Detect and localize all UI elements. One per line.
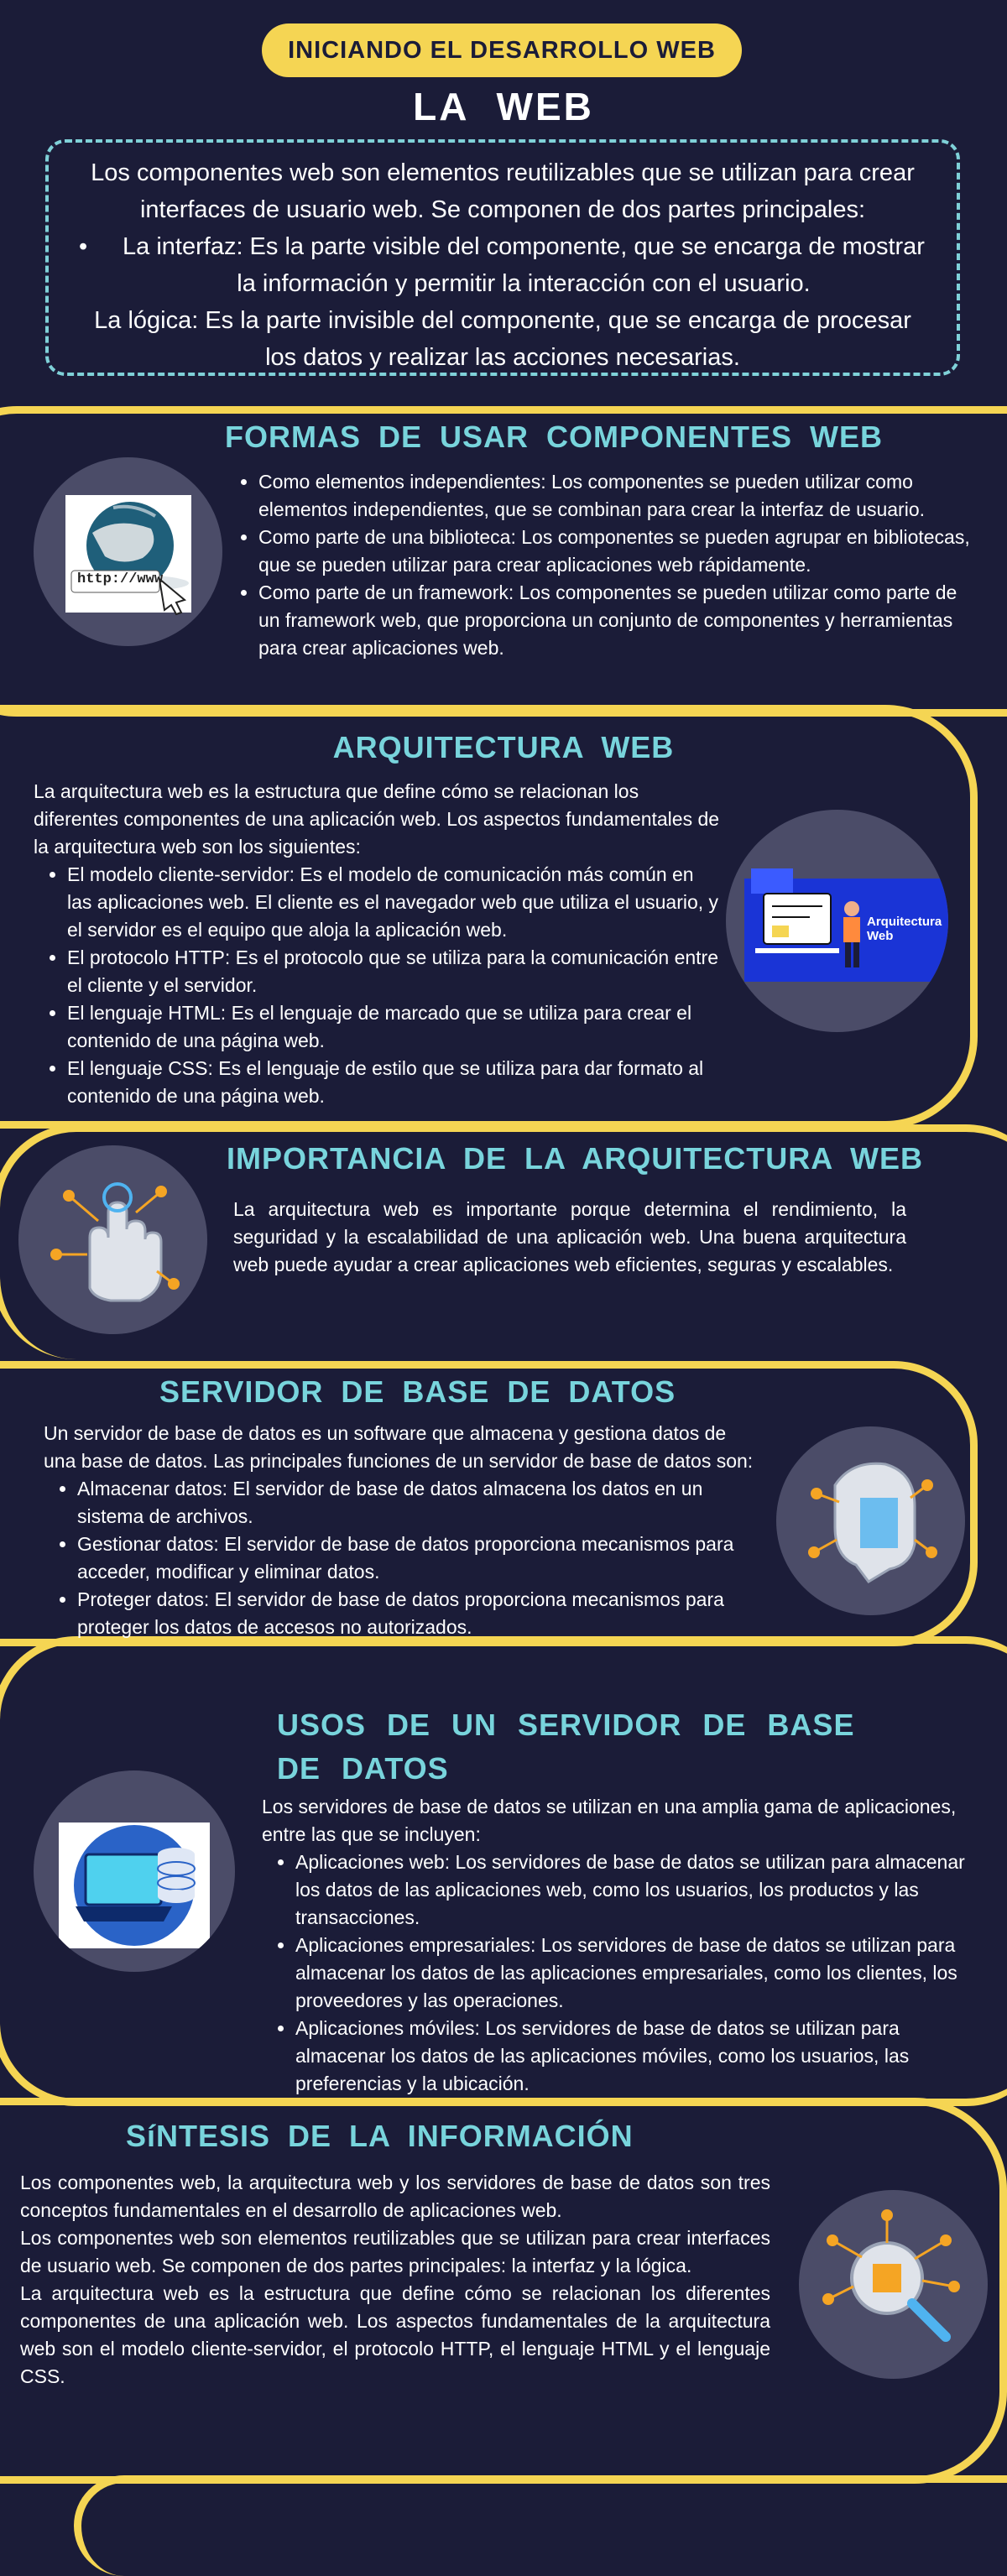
section-title-arquitectura: ARQUITECTURA WEB <box>332 730 675 764</box>
header-badge: INICIANDO EL DESARROLLO WEB <box>262 23 742 77</box>
arquitectura-item: • El lenguaje CSS: Es el lenguaje de estilo que se utiliza para dar formato al contenido de una página web. <box>67 1055 722 1110</box>
arquitectura-item: • El protocolo HTTP: Es el protocolo que se utiliza para la comunicación entre el cliente y el servidor. <box>67 944 722 999</box>
usos-block <box>262 1793 967 2098</box>
usos-intro: Los servidores de base de datos se utilizan en una amplia gama de aplicaciones, entre las que se incluyen: <box>262 1796 957 1845</box>
intro-logica-text: La lógica: Es la parte invisible del componente, que se encarga de procesar los datos y realizar las acciones necesarias. <box>94 307 911 371</box>
usos-item: • Aplicaciones web: Los servidores de base de datos se utilizan para almacenar los datos de las aplicaciones web, como los usuarios, los productos y las transacciones. <box>295 1849 967 1932</box>
arquitectura-intro: La arquitectura web es la estructura que define cómo se relacionan los diferentes componentes de una aplicación web. Los aspectos fundamentales de la arquitectura web son los siguientes: <box>34 780 720 858</box>
formas-item: • Como parte de una biblioteca: Los componentes se pueden agrupar en bibliotecas, que se pueden utilizar para crear aplicaciones web rápidamente. <box>258 524 980 579</box>
section-title-servidor: SERVIDOR DE BASE DE DATOS <box>159 1374 676 1409</box>
section-title-importancia: IMPORTANCIA DE LA ARQUITECTURA WEB <box>227 1141 923 1176</box>
sintesis-image-circle <box>799 2190 988 2379</box>
globe-url-text: http://www <box>77 571 164 587</box>
section-title-usos-line2: DE DATOS <box>277 1751 449 1786</box>
arquitectura-block <box>34 778 722 1110</box>
digital-hand-icon <box>18 1145 207 1334</box>
formas-item: • Como elementos independientes: Los componentes se pueden utilizar como elementos independientes, que se combinan para crear la interfaz de usuario. <box>258 468 980 524</box>
servidor-item: • Gestionar datos: El servidor de base de datos proporciona mecanismos para acceder, modificar y eliminar datos. <box>77 1530 757 1586</box>
sintesis-block <box>20 2169 770 2391</box>
section-title-formas: FORMAS DE USAR COMPONENTES WEB <box>224 420 884 454</box>
formas-image-circle <box>34 457 222 646</box>
section-title-usos <box>277 1703 854 1791</box>
arquitectura-image-label-2: Web <box>867 929 894 943</box>
sintesis-p2: Los componentes web son elementos reutilizables que se utilizan para crear interfaces de usuario web. Se componen de dos partes principales: la interfaz y la lógica. <box>20 2227 770 2276</box>
page-title: LA WEB <box>413 85 594 128</box>
importancia-text: La arquitectura web es importante porque determina el rendimiento, la seguridad y la escalabilidad de una aplicación web. Una buena arquitectura web puede ayudar a crear aplicaciones web eficientes, seguras y escalables. <box>233 1198 906 1275</box>
arquitectura-image-label <box>867 915 942 943</box>
usos-item: • Aplicaciones empresariales: Los servidores de base de datos se utilizan para almacenar los datos de las aplicaciones empresariales, como los clientes, los proveedores y las operaciones. <box>295 1932 967 2015</box>
usos-item: • Aplicaciones móviles: Los servidores de base de datos se utilizan para almacenar los datos de las aplicaciones móviles, como los usuarios, las preferencias y la ubicación. <box>295 2015 967 2098</box>
frame-bottom <box>74 2475 1007 2576</box>
servidor-intro: Un servidor de base de datos es un software que almacena y gestiona datos de una base de datos. Las principales funciones de un servidor de base de datos son: <box>44 1422 754 1472</box>
servidor-item: • Proteger datos: El servidor de base de datos proporciona mecanismos para proteger los datos de accesos no autorizados. <box>77 1586 757 1641</box>
magnifier-circuit-icon <box>799 2190 988 2379</box>
servidor-image-circle <box>776 1426 965 1615</box>
formas-item: • Como parte de un framework: Los componentes se pueden utilizar como parte de un framework web, que proporciona un conjunto de componentes y herramientas para crear aplicaciones web. <box>258 579 980 662</box>
intro-interfaz-text: La interfaz: Es la parte visible del componente, que se encarga de mostrar la información y permitir la interacción con el usuario. <box>123 233 925 297</box>
ai-head-icon <box>776 1426 965 1615</box>
arquitectura-image-label-1: Arquitectura <box>867 915 942 929</box>
intro-bullet-row <box>59 228 947 302</box>
sintesis-p3: La arquitectura web es la estructura que define cómo se relacionan los diferentes componentes de una aplicación web. Los aspectos fundamentales de la arquitectura web son el modelo cliente-servidor, el protocolo HTTP, el lenguaje HTML y el lenguaje CSS. <box>20 2282 770 2387</box>
servidor-block <box>44 1420 757 1641</box>
arquitectura-image-circle <box>726 810 948 1032</box>
servidor-item: • Almacenar datos: El servidor de base de datos almacena los datos en un sistema de archivos. <box>77 1475 757 1530</box>
bullet-dot: • <box>79 233 88 260</box>
formas-list-block <box>225 468 980 662</box>
sintesis-p1: Los componentes web, la arquitectura web y los servidores de base de datos son tres conceptos fundamentales en el desarrollo de aplicaciones web. <box>20 2172 770 2221</box>
arquitectura-item: • El modelo cliente-servidor: Es el modelo de comunicación más común en las aplicaciones web. El cliente es el navegador web que utiliza el usuario, y el servidor es el equipo que aloja la aplicación web. <box>67 861 722 944</box>
arquitectura-item: • El lenguaje HTML: Es el lenguaje de marcado que se utiliza para crear el contenido de una página web. <box>67 999 722 1055</box>
importancia-image-circle <box>18 1145 207 1334</box>
usos-image-circle <box>34 1770 235 1972</box>
intro-box <box>45 139 960 376</box>
globe-icon <box>34 457 222 646</box>
intro-text: Los componentes web son elementos reutilizables que se utilizan para crear interfaces de usuario web. Se componen de dos partes principales: <box>91 159 915 223</box>
section-title-usos-line1: USOS DE UN SERVIDOR DE BASE <box>277 1708 855 1742</box>
database-laptop-icon <box>34 1770 235 1972</box>
section-title-sintesis: SíNTESIS DE LA INFORMACIÓN <box>126 2119 634 2153</box>
